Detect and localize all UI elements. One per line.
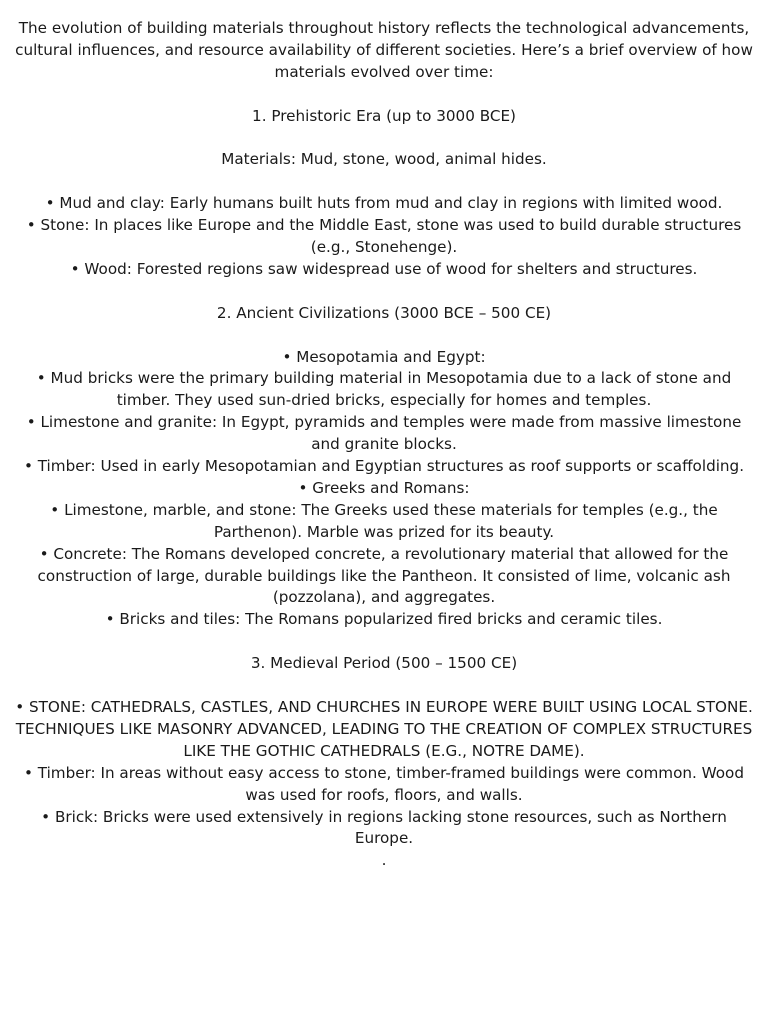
bullet-wood: • Wood: Forested regions saw widespread use of wood for shelters and structures. — [70, 259, 698, 278]
bullet-mud-bricks: • Mud bricks were the primary building material in Mesopotamia due to a lack of stone and timber. They used sun-dried bricks, especially for homes and temples. — [36, 369, 732, 410]
document-body — [14, 18, 754, 872]
section-heading-ancient: 2. Ancient Civilizations (3000 BCE – 500 CE) — [216, 303, 552, 322]
bullet-limestone-marble: • Limestone, marble, and stone: The Greeks used these materials for temples (e.g., the Parthenon). Marble was prized for its beauty. — [50, 500, 718, 541]
spacer — [14, 631, 754, 653]
bullet-bricks-tiles: • Bricks and tiles: The Romans popularized fired bricks and ceramic tiles. — [105, 610, 663, 629]
bullet-stone-medieval: • STONE: CATHEDRALS, CASTLES, AND CHURCHES IN EUROPE WERE BUILT USING LOCAL STONE. TECHNIQUES LIKE MASONRY ADVANCED, LEADING TO THE CREATION OF COMPLEX STRUCTURES LIKE THE GOTHIC CATHEDRALS (E.G., NOTRE DAME). — [15, 697, 753, 760]
bullet-brick-medieval: • Brick: Bricks were used extensively in regions lacking stone resources, such as Northern Europe. — [41, 807, 727, 848]
intro-paragraph: The evolution of building materials throughout history reflects the technological advancements, cultural influences, and resource availability of different societies. Here’s a brief overview of how materials evolved over time: — [15, 19, 753, 81]
spacer — [14, 84, 754, 106]
bullet-mud-clay: • Mud and clay: Early humans built huts from mud and clay in regions with limited wood. — [45, 194, 723, 213]
bullet-stone: • Stone: In places like Europe and the Middle East, stone was used to build durable structures (e.g., Stonehenge). — [26, 216, 742, 257]
section-heading-prehistoric: 1. Prehistoric Era (up to 3000 BCE) — [252, 106, 516, 125]
spacer — [14, 128, 754, 150]
bullet-limestone-granite: • Limestone and granite: In Egypt, pyramids and temples were made from massive limestone and granite blocks. — [26, 413, 742, 454]
spacer — [14, 325, 754, 347]
bullet-greeks-romans: • Greeks and Romans: — [298, 478, 470, 497]
spacer — [14, 675, 754, 697]
spacer — [14, 171, 754, 193]
bullet-timber-ancient: • Timber: Used in early Mesopotamian and Egyptian structures as roof supports or scaffolding. — [23, 457, 745, 476]
bullet-timber-medieval: • Timber: In areas without easy access to stone, timber-framed buildings were common. Wood was used for roofs, floors, and walls. — [23, 763, 744, 804]
spacer — [14, 281, 754, 303]
prehistoric-materials: Materials: Mud, stone, wood, animal hides. — [221, 150, 547, 169]
bullet-mesopotamia-egypt: • Mesopotamia and Egypt: — [282, 347, 486, 366]
trailing-period: . — [381, 851, 387, 870]
bullet-concrete: • Concrete: The Romans developed concrete, a revolutionary material that allowed for the construction of large, durable buildings like the Pantheon. It consisted of lime, volcanic ash (pozzolana), and aggregates. — [37, 544, 731, 607]
section-heading-medieval: 3. Medieval Period (500 – 1500 CE) — [250, 654, 518, 673]
